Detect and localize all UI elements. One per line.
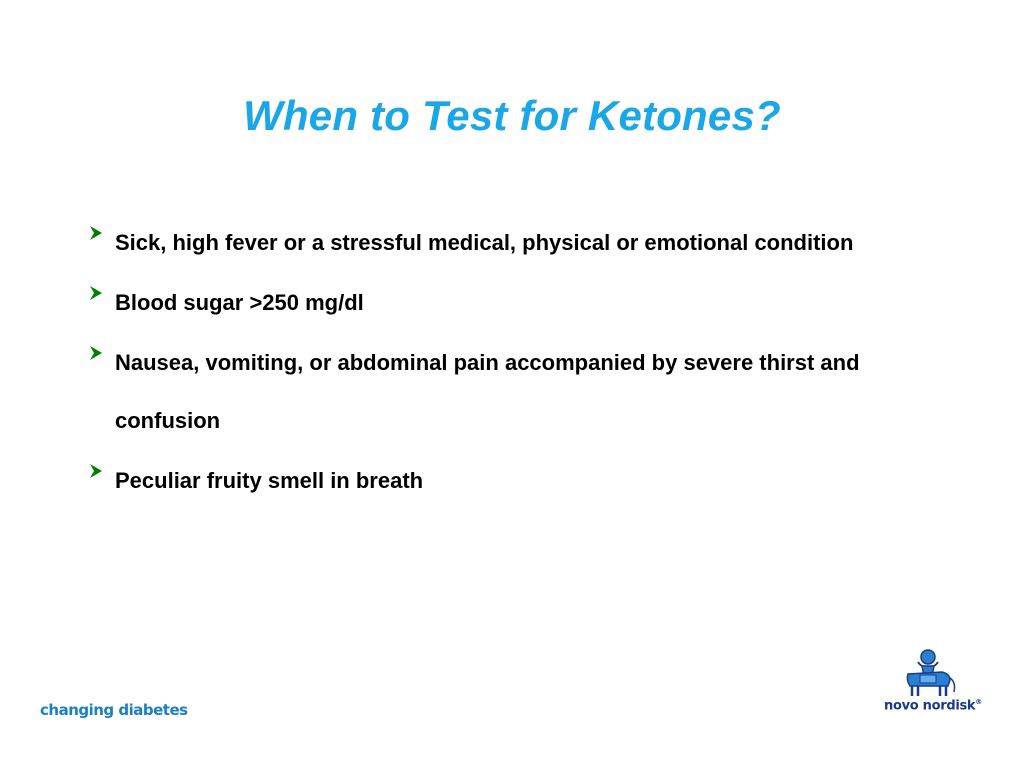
- brand-name: novo nordisk®: [884, 698, 982, 714]
- bullet-item: [88, 274, 888, 332]
- arrow-bullet-icon: [88, 334, 115, 392]
- bullet-item: [88, 452, 888, 510]
- bullet-text: Sick, high fever or a stressful medical, physical or emotional condition: [115, 230, 854, 255]
- bullet-text: Peculiar fruity smell in breath: [115, 468, 424, 493]
- arrow-bullet-icon: [88, 214, 115, 272]
- arrow-bullet-icon: [88, 274, 115, 332]
- bullet-item: [88, 334, 888, 450]
- bullet-list: [88, 214, 888, 512]
- changing-diabetes-logo: changing diabetes: [40, 701, 188, 719]
- bullet-text: Blood sugar >250 mg/dl: [115, 290, 364, 315]
- bullet-item: [88, 214, 888, 272]
- arrow-bullet-icon: [88, 452, 115, 510]
- slide-title: When to Test for Ketones?: [243, 92, 781, 139]
- novo-nordisk-logo: [876, 648, 986, 728]
- apis-bull-icon: [898, 648, 958, 700]
- bullet-text: Nausea, vomiting, or abdominal pain accompanied by severe thirst and confusion: [115, 350, 860, 433]
